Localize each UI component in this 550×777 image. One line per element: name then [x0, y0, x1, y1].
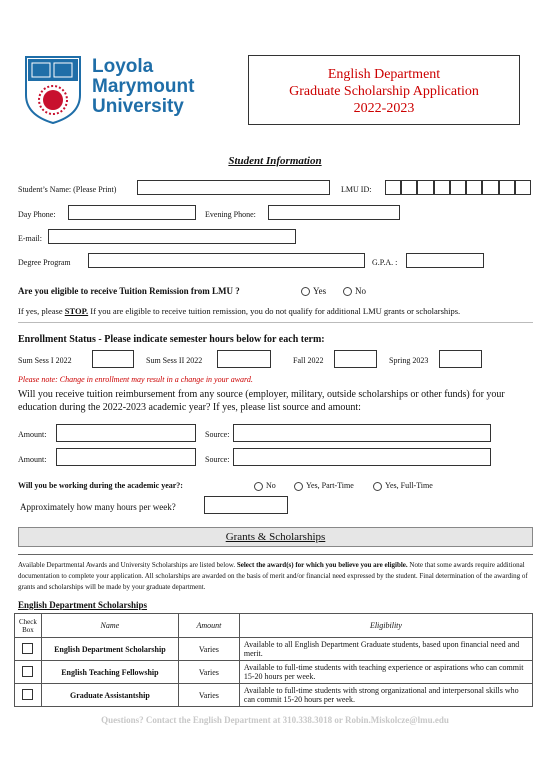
radio-icon: [294, 482, 303, 491]
table-title: English Department Scholarships: [18, 600, 148, 610]
term-hours-input-2[interactable]: [217, 350, 271, 368]
lmu-id-input[interactable]: [385, 180, 531, 195]
email-input[interactable]: [48, 229, 296, 244]
lmu-id-label: LMU ID:: [341, 185, 372, 194]
email-label: E-mail:: [18, 234, 42, 243]
term-label-2: Sum Sess II 2022: [146, 356, 203, 365]
term-hours-input-4[interactable]: [439, 350, 482, 368]
radio-icon: [343, 287, 352, 296]
divider: [18, 322, 533, 323]
source-input-2[interactable]: [233, 448, 491, 466]
logo-line-3: University: [92, 96, 184, 117]
scholarship-eligibility: Available to full-time students with teaching experience or aspirations who can commit 15-20 hours per week.: [239, 661, 532, 684]
row-checkbox-2[interactable]: [22, 666, 33, 677]
day-phone-label: Day Phone:: [18, 210, 56, 219]
grants-heading: Grants & Scholarships: [225, 531, 326, 543]
scholarship-name: English Department Scholarship: [41, 638, 178, 661]
logo-line-1: Loyola: [92, 56, 154, 77]
enrollment-note: Please note: Change in enrollment may result in a change in your award.: [18, 375, 253, 384]
gpa-input[interactable]: [406, 253, 484, 268]
term-label-1: Sum Sess I 2022: [18, 356, 72, 365]
enrollment-heading: Enrollment Status - Please indicate semester hours below for each term:: [18, 334, 325, 345]
table-row: [15, 638, 533, 661]
term-label-4: Spring 2023: [389, 356, 429, 365]
name-label: Student’s Name: (Please Print): [18, 185, 117, 194]
name-input[interactable]: [137, 180, 330, 195]
day-phone-input[interactable]: [68, 205, 196, 220]
scholarship-name: Graduate Assistantship: [41, 684, 178, 707]
table-header-name: Name: [41, 614, 178, 638]
scholarship-table: [14, 613, 533, 707]
shield-crest-icon: [24, 55, 84, 125]
work-option-part-time[interactable]: Yes, Part-Time: [294, 481, 354, 491]
source-label-2: Source:: [205, 455, 230, 464]
radio-icon: [254, 482, 263, 491]
table-row: [15, 661, 533, 684]
remission-yes-option[interactable]: Yes: [301, 286, 326, 296]
evening-phone-label: Evening Phone:: [205, 210, 256, 219]
stop-notice: If yes, please STOP. If you are eligible to receive tuition remission, you do not qualify for additional LMU grants or scholarships.: [18, 306, 461, 316]
scholarship-name: English Teaching Fellowship: [41, 661, 178, 684]
row-checkbox-3[interactable]: [22, 689, 33, 700]
remission-no-option[interactable]: No: [343, 286, 366, 296]
table-header-eligibility: Eligibility: [239, 614, 532, 638]
title-line-2: Graduate Scholarship Application: [289, 84, 479, 99]
scholarship-eligibility: Available to all English Department Graduate students, based upon financial need and merit.: [239, 638, 532, 661]
work-option-full-time[interactable]: Yes, Full-Time: [373, 481, 433, 491]
table-header-amount: Amount: [178, 614, 239, 638]
gpa-label: G.P.A. :: [372, 258, 398, 267]
grants-description: Available Departmental Awards and University Scholarships are listed below. Select the award(s) for which you believe you are eligible. Note that some awards require additional documentation to complete your application. All scholarships are awarded on the basis of merit and/or financial need expressed by the student. Final determination of the awarding of grants and scholarships will be made by your graduate department.: [18, 561, 528, 591]
row-checkbox-1[interactable]: [22, 643, 33, 654]
source-input-1[interactable]: [233, 424, 491, 442]
term-hours-input-3[interactable]: [334, 350, 377, 368]
scholarship-amount: Varies: [178, 661, 239, 684]
source-label-1: Source:: [205, 430, 230, 439]
scholarship-amount: Varies: [178, 638, 239, 661]
evening-phone-input[interactable]: [268, 205, 400, 220]
remission-question: Are you eligible to receive Tuition Remission from LMU ?: [18, 286, 240, 296]
radio-icon: [373, 482, 382, 491]
working-question: Will you be working during the academic year?:: [18, 481, 183, 490]
table-row: [15, 684, 533, 707]
footer-contact: Questions? Contact the English Department at 310.338.3018 or Robin.Miskolcze@lmu.edu: [101, 715, 449, 725]
degree-label: Degree Program: [18, 258, 71, 267]
amount-input-2[interactable]: [56, 448, 196, 466]
scholarship-amount: Varies: [178, 684, 239, 707]
hours-label: Approximately how many hours per week?: [20, 502, 176, 512]
reimbursement-question: Will you receive tuition reimbursement from any source (employer, military, outside scholarships or other funds) for your education during the 2022-2023 academic year? If yes, please list source and amount:: [18, 389, 505, 413]
title-box: [248, 55, 520, 125]
title-line-3: 2022-2023: [353, 101, 415, 116]
work-option-no[interactable]: No: [254, 481, 276, 491]
term-label-3: Fall 2022: [293, 356, 324, 365]
university-logo: [24, 55, 214, 125]
radio-icon: [301, 287, 310, 296]
divider: [18, 554, 533, 555]
logo-line-2: Marymount: [92, 76, 195, 97]
grants-heading-bar: [18, 527, 533, 547]
student-info-heading: Student Information: [228, 155, 322, 167]
table-header-check: Check Box: [15, 614, 42, 638]
amount-label-1: Amount:: [18, 430, 47, 439]
hours-input[interactable]: [204, 496, 288, 514]
amount-input-1[interactable]: [56, 424, 196, 442]
title-line-1: English Department: [327, 67, 441, 82]
scholarship-eligibility: Available to full-time students with strong organizational and interpersonal skills who can commit 15-20 hours per week.: [239, 684, 532, 707]
amount-label-2: Amount:: [18, 455, 47, 464]
degree-input[interactable]: [88, 253, 365, 268]
term-hours-input-1[interactable]: [92, 350, 134, 368]
